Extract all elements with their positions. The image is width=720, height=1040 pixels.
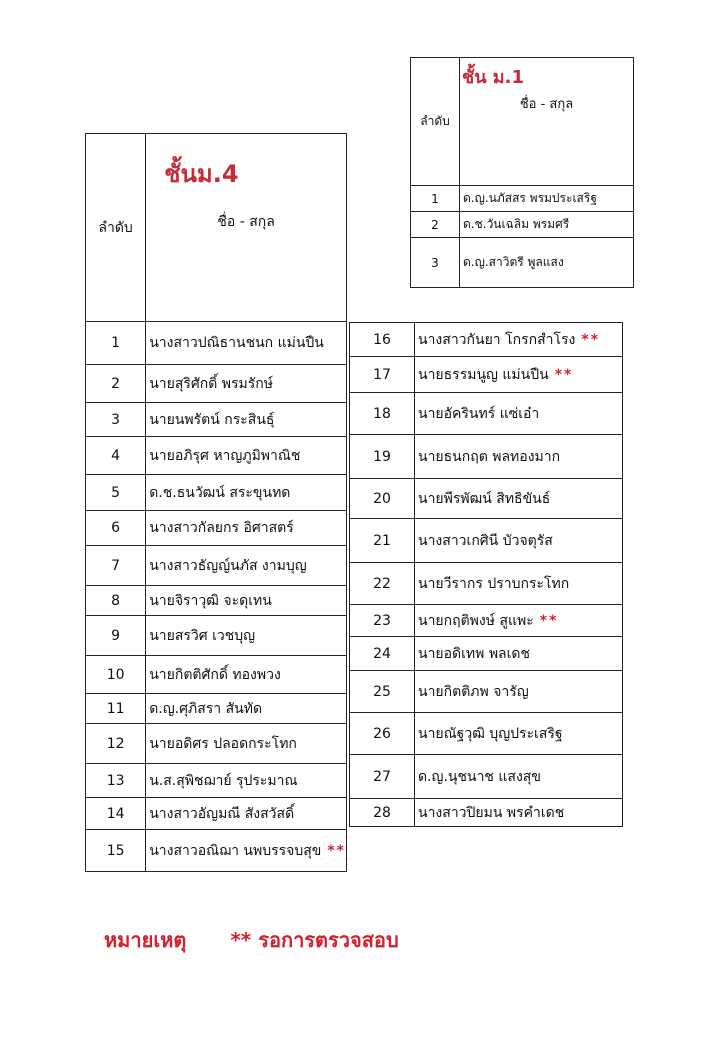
pending-mark: **: [581, 331, 601, 348]
student-name: นางสาวกันยา โกรกสำโรง: [418, 331, 576, 348]
m4-table-left: [85, 133, 347, 872]
row-number: 3: [411, 238, 460, 288]
student-name: ด.ช.วันเฉลิม พรมศรี: [463, 217, 570, 231]
m4-header-cell: [146, 134, 347, 322]
student-name: นายนพรัตน์ กระสินธุ์: [149, 411, 275, 428]
student-name: น.ส.สุพิชฌาย์ รุประมาณ: [149, 772, 298, 789]
row-name-cell: [146, 546, 347, 586]
student-name: นายสรวิศ เวชบุญ: [149, 627, 256, 644]
row-number: 8: [86, 586, 146, 616]
student-name: นายจิราวุฒิ จะดุเทน: [149, 592, 272, 609]
student-name: นายอัครินทร์ แซ่เอ๋า: [418, 405, 540, 422]
student-name: นายอภิรุศ หาญภูมิพาณิช: [149, 447, 301, 464]
m1-table: [410, 57, 634, 288]
student-name: นายอดิเทพ พลเดช: [418, 645, 531, 662]
row-name-cell: [415, 393, 623, 435]
table-row: [86, 694, 347, 724]
student-name: นางสาวอัญมณี สังสวัสดิ์: [149, 805, 295, 822]
table-row: [86, 798, 347, 830]
table-row: [86, 656, 347, 694]
student-name: ด.ญ.นุชนาช แสงสุข: [418, 768, 541, 785]
row-number: 11: [86, 694, 146, 724]
student-name: ด.ญ.สาวิตรี พูลแสง: [463, 255, 564, 269]
table-row: [411, 186, 634, 212]
table-row: [411, 212, 634, 238]
m4-left-rows: [86, 322, 347, 872]
table-row: [350, 393, 623, 435]
table-row: [350, 479, 623, 519]
row-name-cell: [146, 475, 347, 511]
row-number: 18: [350, 393, 415, 435]
row-name-cell: [146, 764, 347, 798]
m4-col-no-header: ลำดับ: [86, 134, 146, 322]
student-name: นายณัฐวุฒิ บุญประเสริฐ: [418, 725, 563, 742]
row-name-cell: [460, 238, 634, 288]
row-name-cell: [146, 586, 347, 616]
table-row: [350, 713, 623, 755]
row-number: 4: [86, 437, 146, 475]
row-number: 6: [86, 511, 146, 546]
student-name: นายวีรากร ปราบกระโทก: [418, 575, 570, 592]
row-name-cell: [415, 799, 623, 827]
row-number: 20: [350, 479, 415, 519]
row-number: 9: [86, 616, 146, 656]
pending-mark: **: [554, 366, 574, 383]
table-row: [86, 830, 347, 872]
row-name-cell: [415, 637, 623, 671]
m1-col-no-header: ลำดับ: [411, 58, 460, 186]
table-row: [350, 323, 623, 357]
m4-right-rows: [350, 323, 623, 827]
row-name-cell: [146, 798, 347, 830]
row-number: 24: [350, 637, 415, 671]
pending-mark: **: [539, 612, 559, 629]
row-number: 3: [86, 403, 146, 437]
table-row: [86, 475, 347, 511]
row-number: 15: [86, 830, 146, 872]
row-number: 5: [86, 475, 146, 511]
table-row: [86, 403, 347, 437]
student-name: นายธนกฤต พลทองมาก: [418, 448, 561, 465]
table-row: [86, 616, 347, 656]
row-name-cell: [460, 212, 634, 238]
student-name: นายอดิศร ปลอดกระโทก: [149, 735, 297, 752]
student-name: นายธรรมนูญ แม่นปืน: [418, 366, 549, 383]
table-row: [86, 322, 347, 365]
student-name: นายพีรพัฒน์ สิทธิขันธ์: [418, 490, 551, 507]
student-name: นางสาวกัลยกร อิศาสตร์: [149, 520, 294, 536]
footnote: [104, 924, 399, 956]
row-name-cell: [146, 511, 347, 546]
m1-title: ชั้น ม.1: [462, 67, 525, 88]
row-name-cell: [460, 186, 634, 212]
row-name-cell: [415, 357, 623, 393]
row-name-cell: [415, 755, 623, 799]
row-name-cell: [146, 403, 347, 437]
pending-mark: **: [327, 842, 346, 859]
row-number: 25: [350, 671, 415, 713]
row-number: 12: [86, 724, 146, 764]
m4-col-name-header: ชื่อ - สกุล: [217, 214, 275, 230]
table-row: [350, 605, 623, 637]
row-name-cell: [146, 724, 347, 764]
row-name-cell: [415, 713, 623, 755]
table-row: [86, 546, 347, 586]
table-row: [350, 435, 623, 479]
row-number: 1: [86, 322, 146, 365]
student-name: นางสาวอณิฌา นพบรรจบสุข: [149, 842, 322, 859]
row-name-cell: [415, 671, 623, 713]
table-row: [86, 764, 347, 798]
m4-title: ชั้นม.4: [164, 160, 239, 188]
row-number: 21: [350, 519, 415, 563]
row-number: 17: [350, 357, 415, 393]
table-row: [350, 637, 623, 671]
row-name-cell: [415, 563, 623, 605]
m1-header-cell: [460, 58, 634, 186]
student-name: นายกิตติภพ จารัญ: [418, 683, 529, 700]
row-name-cell: [146, 437, 347, 475]
table-row: [350, 357, 623, 393]
table-row: [411, 238, 634, 288]
table-row: [350, 799, 623, 827]
row-number: 22: [350, 563, 415, 605]
footnote-label: หมายเหตุ: [104, 928, 187, 952]
student-name: นางสาวปิยมน พรคำเดช: [418, 804, 565, 821]
row-number: 10: [86, 656, 146, 694]
table-row: [350, 755, 623, 799]
student-name: นายสุริศักดิ์ พรมรักษ์: [149, 375, 274, 392]
row-name-cell: [146, 830, 347, 872]
student-name: นางสาวปณิธานชนก แม่นปืน: [149, 335, 324, 351]
table-row: [350, 519, 623, 563]
table-row: [86, 586, 347, 616]
row-number: 13: [86, 764, 146, 798]
student-name: ด.ญ.ศุภิสรา สันทัด: [149, 700, 263, 717]
footnote-text: ** รอการตรวจสอบ: [230, 928, 399, 952]
student-name: นายกฤติพงษ์ สูแพะ: [418, 612, 534, 629]
row-number: 19: [350, 435, 415, 479]
row-number: 7: [86, 546, 146, 586]
row-number: 23: [350, 605, 415, 637]
row-number: 2: [86, 365, 146, 403]
row-name-cell: [146, 365, 347, 403]
student-name: นางสาวเกศินี บัวจตุรัส: [418, 532, 553, 549]
row-name-cell: [146, 694, 347, 724]
row-name-cell: [415, 519, 623, 563]
student-name: นางสาวธัญญ์นภัส งามบุญ: [149, 557, 307, 574]
table-row: [86, 437, 347, 475]
m1-col-name-header: ชื่อ - สกุล: [519, 97, 574, 112]
row-number: 2: [411, 212, 460, 238]
m4-table-right: [349, 322, 623, 827]
student-name: ด.ญ.นภัสสร พรมประเสริฐ: [463, 191, 597, 205]
student-name: นายกิตติศักดิ์ ทองพวง: [149, 666, 281, 683]
row-name-cell: [146, 616, 347, 656]
row-name-cell: [415, 323, 623, 357]
table-row: [86, 365, 347, 403]
table-row: [350, 671, 623, 713]
table-row: [350, 563, 623, 605]
row-name-cell: [415, 479, 623, 519]
student-name: ด.ช.ธนวัฒน์ สระขุนทด: [149, 484, 291, 501]
table-row: [86, 511, 347, 546]
row-number: 27: [350, 755, 415, 799]
row-number: 28: [350, 799, 415, 827]
row-name-cell: [146, 322, 347, 365]
row-number: 1: [411, 186, 460, 212]
row-number: 26: [350, 713, 415, 755]
m1-rows: [411, 186, 634, 288]
row-number: 14: [86, 798, 146, 830]
row-name-cell: [415, 605, 623, 637]
row-name-cell: [146, 656, 347, 694]
table-row: [86, 724, 347, 764]
row-name-cell: [415, 435, 623, 479]
row-number: 16: [350, 323, 415, 357]
